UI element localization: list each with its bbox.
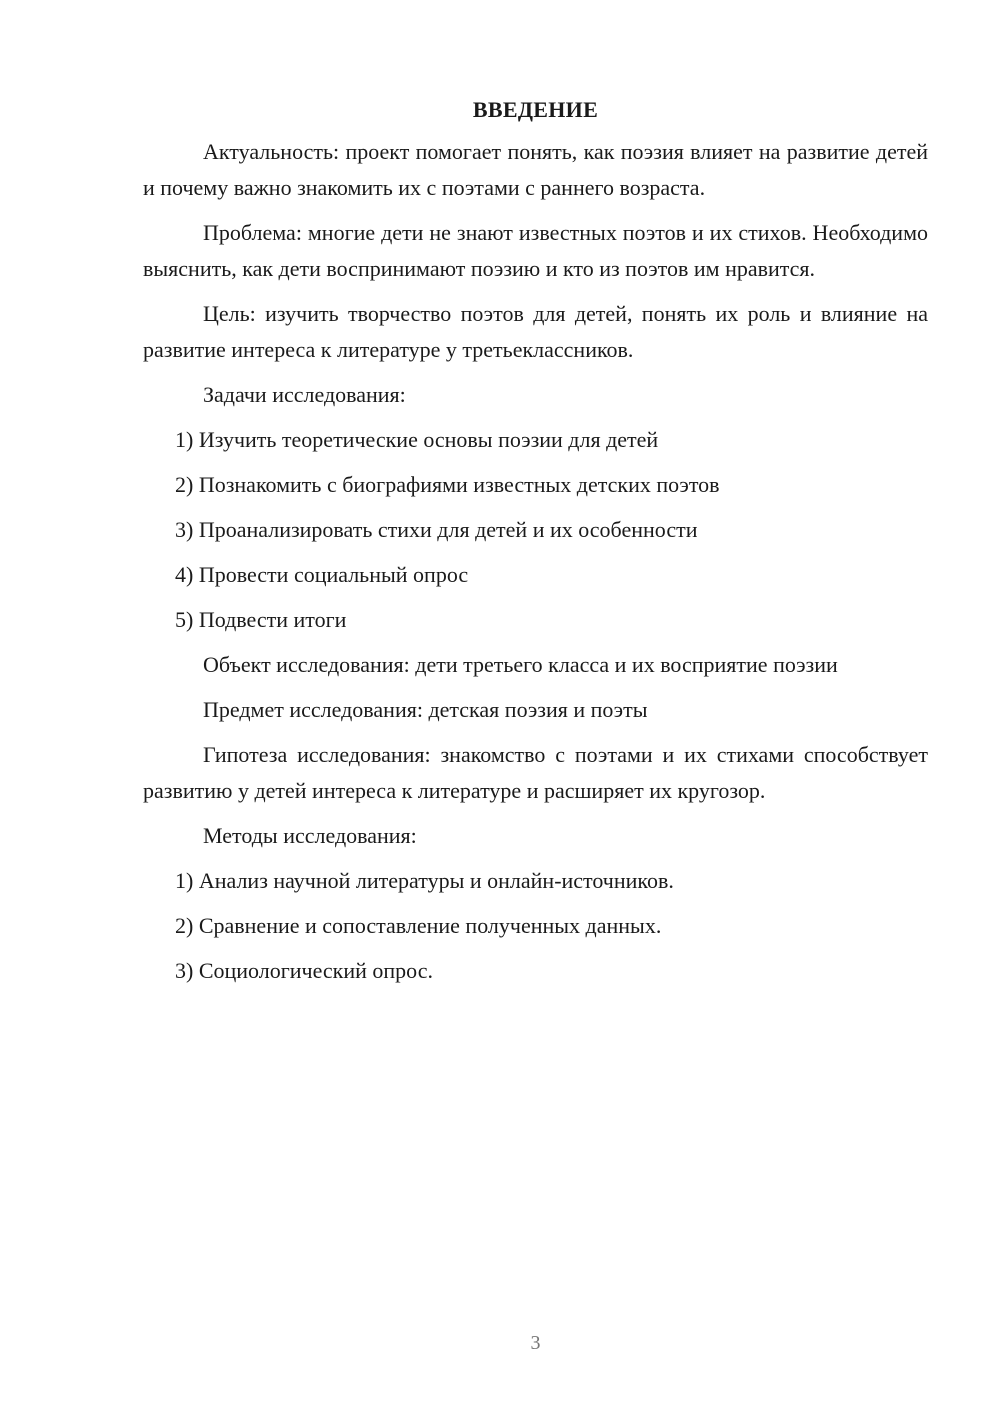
methods-title: Методы исследования: xyxy=(203,823,417,848)
task-item: 3) Проанализировать стихи для детей и их особенности xyxy=(175,517,698,542)
task-item: 2) Познакомить с биографиями известных детских поэтов xyxy=(175,472,720,497)
goal-paragraph: Цель: изучить творчество поэтов для детей, понять их роль и влияние на развитие интереса к литературе у третьеклассников. xyxy=(143,301,928,362)
method-item: 2) Сравнение и сопоставление полученных данных. xyxy=(175,913,662,938)
object-line: Объект исследования: дети третьего класса и их восприятие поэзии xyxy=(203,652,838,677)
method-item: 1) Анализ научной литературы и онлайн-источников. xyxy=(175,868,674,893)
tasks-title: Задачи исследования: xyxy=(203,382,406,407)
task-item: 1) Изучить теоретические основы поэзии для детей xyxy=(175,427,659,452)
section-heading: ВВЕДЕНИЕ xyxy=(472,97,599,122)
method-item: 3) Социологический опрос. xyxy=(175,958,433,983)
task-item: 4) Провести социальный опрос xyxy=(175,562,469,587)
hypothesis-paragraph: Гипотеза исследования: знакомство с поэтами и их стихами способствует развитию у детей интереса к литературе и расширяет их кругозор. xyxy=(143,742,928,803)
page-number: 3 xyxy=(530,1332,541,1354)
subject-line: Предмет исследования: детская поэзия и поэты xyxy=(203,697,648,722)
problem-paragraph: Проблема: многие дети не знают известных поэтов и их стихов. Необходимо выяснить, как дети воспринимают поэзию и кто из поэтов им нравится. xyxy=(143,220,928,281)
relevance-paragraph: Актуальность: проект помогает понять, как поэзия влияет на развитие детей и почему важно знакомить их с поэтами с раннего возраста. xyxy=(143,139,928,200)
document-page xyxy=(143,92,928,998)
task-item: 5) Подвести итоги xyxy=(175,607,347,632)
